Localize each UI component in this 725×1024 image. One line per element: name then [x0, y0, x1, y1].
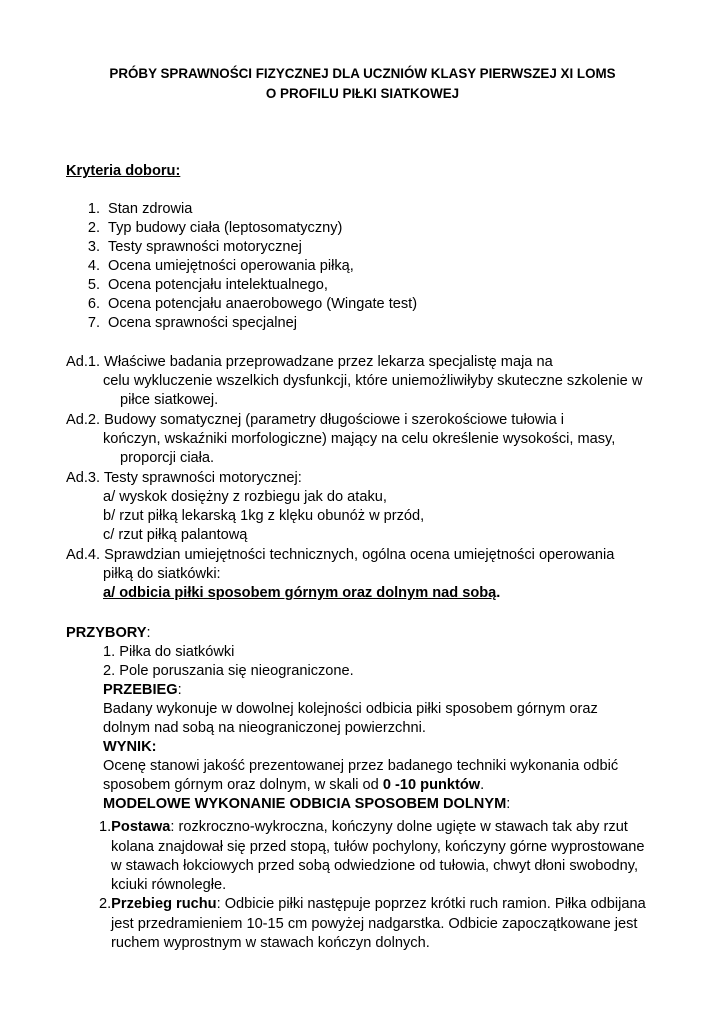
criteria-item: 6. Ocena potencjału anaerobowego (Wingate test)	[87, 296, 418, 312]
model-point-2-line: jest przedramieniem 10-15 cm powyżej nadgarstka. Odbicie zapoczątkowane jest	[111, 916, 638, 932]
ad3-line: Ad.3. Testy sprawności motorycznej:	[66, 470, 302, 486]
model-point-2: 2.Przebieg ruchu: Odbicie piłki następuje poprzez krótki ruch ramion. Piłka odbijana	[99, 896, 646, 912]
model-point-1-line: w stawach łokciowych przed sobą odwiedzione od tułowia, chwyt dłoni swobodny,	[111, 858, 639, 874]
przybory-item: 2. Pole poruszania się nieograniczone.	[103, 663, 354, 679]
criteria-item: 7. Ocena sprawności specjalnej	[87, 315, 298, 331]
criteria-heading: Kryteria doboru:	[66, 163, 181, 179]
wynik-line: Ocenę stanowi jakość prezentowanej przez badanego techniki wykonania odbić	[103, 758, 619, 774]
criteria-item: 1. Stan zdrowia	[87, 201, 193, 217]
ad3-line: c/ rzut piłką palantową	[103, 527, 248, 543]
przebieg-line: dolnym nad sobą na nieograniczonej powierzchni.	[103, 720, 426, 736]
ad3-line: a/ wyskok dosiężny z rozbiegu jak do ataku,	[103, 489, 387, 505]
criteria-item: 4. Ocena umiejętności operowania piłką,	[87, 258, 354, 274]
ad4-line: Ad.4. Sprawdzian umiejętności technicznych, ogólna ocena umiejętności operowania	[66, 547, 615, 563]
przebieg-line: Badany wykonuje w dowolnej kolejności odbicia piłki sposobem górnym oraz	[103, 701, 598, 717]
model-point-1: 1.Postawa: rozkroczno-wykroczna, kończyny dolne ugięte w stawach tak aby rzut	[99, 819, 628, 835]
criteria-item: 5. Ocena potencjału intelektualnego,	[87, 277, 328, 293]
model-heading: MODELOWE WYKONANIE ODBICIA SPOSOBEM DOLNYM:	[103, 796, 511, 812]
criteria-item: 3. Testy sprawności motorycznej	[87, 239, 302, 255]
przebieg-heading: PRZEBIEG:	[103, 682, 182, 698]
ad2-line: Ad.2. Budowy somatycznej (parametry długościowe i szerokościowe tułowia i	[66, 412, 565, 428]
model-point-1-line: kolana znajdował się przed stopą, tułów pochylony, kończyny górne wyprostowane	[111, 839, 645, 855]
wynik-line: sposobem górnym oraz dolnym, w skali od 0 -10 punktów.	[103, 777, 485, 793]
ad4-line: piłką do siatkówki:	[103, 566, 221, 582]
ad1-line: celu wykluczenie wszelkich dysfunkcji, które uniemożliwiłyby skuteczne szkolenie w	[103, 373, 643, 389]
ad2-line: proporcji ciała.	[120, 450, 215, 466]
ad1-line: piłce siatkowej.	[120, 392, 219, 408]
wynik-heading: WYNIK:	[103, 739, 157, 755]
ad3-line: b/ rzut piłką lekarską 1kg z klęku obunóż w przód,	[103, 508, 425, 524]
model-point-1-line: kciuki równoległe.	[111, 877, 227, 893]
title-line-1: PRÓBY SPRAWNOŚCI FIZYCZNEJ DLA UCZNIÓW KLASY PIERWSZEJ XI LOMS	[109, 66, 616, 81]
ad1-line: Ad.1. Właściwe badania przeprowadzane przez lekarza specjalistę maja na	[66, 354, 553, 370]
criteria-item: 2. Typ budowy ciała (leptosomatyczny)	[87, 220, 343, 236]
title-line-2: O PROFILU PIŁKI SIATKOWEJ	[265, 86, 460, 101]
przybory-heading: PRZYBORY:	[66, 625, 151, 641]
przybory-item: 1. Piłka do siatkówki	[103, 644, 235, 660]
model-point-2-line: ruchem wyprostnym w stawach kończyn dolnych.	[111, 935, 430, 951]
ad2-line: kończyn, wskaźniki morfologiczne) mający na celu określenie wysokości, masy,	[103, 431, 616, 447]
ad4-emphasis: a/ odbicia piłki sposobem górnym oraz dolnym nad sobą.	[103, 585, 501, 601]
